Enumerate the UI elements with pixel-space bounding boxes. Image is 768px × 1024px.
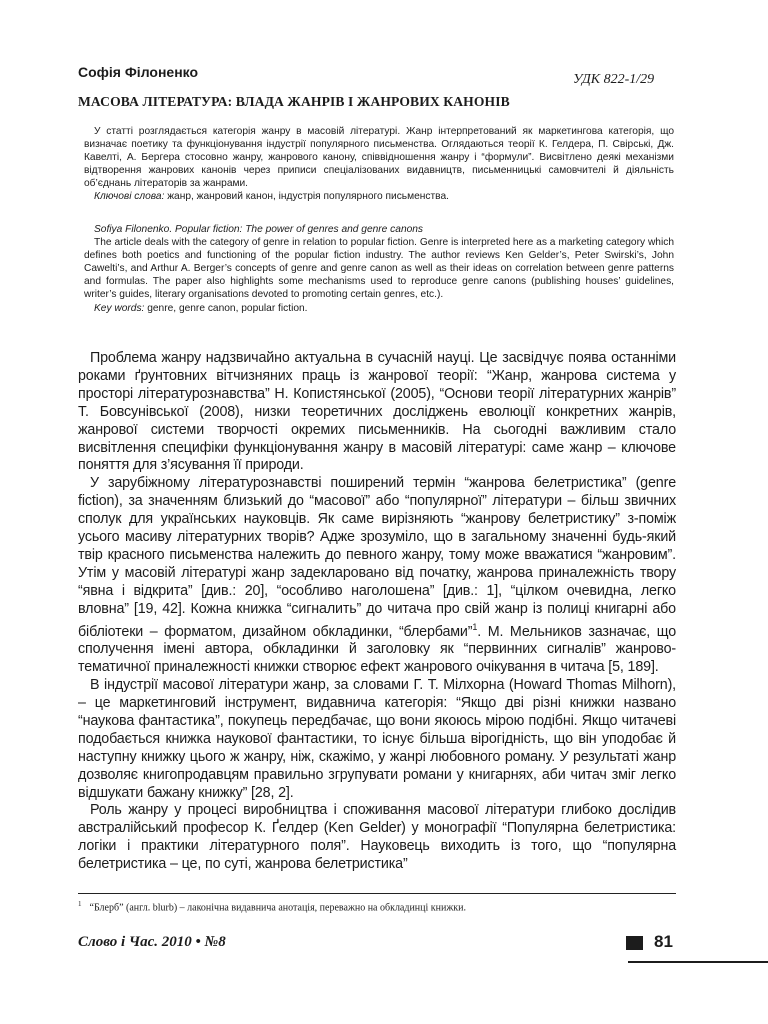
abstract-en-heading — [84, 223, 674, 236]
black-square-marker — [626, 936, 643, 950]
keywords-label-en: Key words: — [94, 302, 145, 314]
body-paragraph-2-text: У зарубіжному літературознавстві поширений термін “жанрова белетристика” (genre fiction), за значенням близький до “масової” або “популярної” літератури – більш звичних сполук для українських науковців. Як саме вирізняють “жанрову белетристику” з-поміж усього масиву літературних творів? Адже зрозуміло, що в загальному значенні будь-який твір красного письменства належить до певного жанру, тому може вважатися “жанровим”. Утім у масовій літературі жанр задекларовано від початку, жанрова приналежність твору “явна і відкрита” [див.: 20], “особливо наголошена” [див.: 1], “цілком очевидна, легко вловна” [19, 42]. Кожна книжка “сигналить” до читача про свій жанр із полиці книгарні або бібліотеки – форматом, дизайном обкладинки, “блербами” — [78, 475, 676, 640]
abstract-en-text: The article deals with the category of genre in relation to popular fiction. Genre is interpreted here as a marketing category which defines both poetics and functioning of the popular fiction industry. The author reviews Ken Gelder’s, Peter Swirski’s, John Cawelti’s, and Arthur A. Berger’s concepts of genre and genre canon as well as their ideas on correlation between genre patterns and formulas. The paper also highlights some mechanisms used to reproduce genre canons (publishing houses’ guidelines, writer’s guides, literary organisations devoted to promoting certain genres, etc.). — [84, 237, 674, 301]
author-name: Софія Філоненко — [78, 64, 199, 80]
footnote-divider — [78, 893, 676, 894]
keywords-label: Ключові слова: — [94, 191, 165, 203]
keywords-value: жанр, жанровий канон, індустрія популярного письменства. — [164, 191, 449, 203]
footnote-reference: 1 — [472, 621, 478, 632]
footnote-mark: 1 — [78, 900, 82, 908]
footer-rule — [628, 961, 768, 963]
body-paragraph-4: Роль жанру у процесі виробництва і споживання масової літератури глибоко дослідив австралійський професор К. Ґелдер (Ken Gelder) у монографії “Популярна белетристика: логіки і практики літературного поля”. Науковець виходить із того, що “популярна белетристика – це, по суті, жанрова белетристика” — [78, 802, 676, 873]
page-number: 81 — [654, 932, 673, 951]
keywords-value-en: genre, genre canon, popular fiction. — [144, 302, 308, 314]
abstract-en-keywords — [84, 302, 674, 315]
footnote-text: “Блерб” (англ. blurb) – лаконічна видавнича анотація, переважно на обкладинці книжки. — [89, 902, 466, 914]
body-paragraph-2-rest: . М. Мельников зазначає, що сполучення імені автора, обкладинки й заголовку як “первинних сигналів” жанрово-тематичної приналежності книжки створює ефект жанрового очікування в читача [5, 189]. — [78, 623, 676, 676]
footnote — [78, 898, 678, 914]
body-text — [78, 350, 676, 874]
abstract-en-heading-text: Sofiya Filonenko. Popular fiction: The power of genres and genre canons — [94, 224, 424, 235]
journal-name: Слово і Час. 2010 • №8 — [78, 934, 226, 950]
body-paragraph-2 — [78, 475, 676, 677]
body-paragraph-3: В індустрії масової літератури жанр, за словами Г. Т. Мілхорна (Howard Thomas Milhorn), – це маркетинговий інструмент, видавнича категорія: “Якщо дві різні книжки названо “наукова фантастика”, покупець передбачає, що вони якоюсь мірою подібні. Якщо читачеві подобається книжка наукової фантастики, то існує більша вірогідність, що він уподобає й наступну книжку цього ж жанру, ніж, скажімо, у жанрі любовного роману. У результаті жанр дозволяє книгопродавцям правильно згрупувати романи у книгарнях, аби читач зміг легко відшукати бажану книжку” [28, 2]. — [78, 677, 676, 801]
abstract-ua-keywords — [84, 190, 674, 203]
udk-code: УДК 822-1/29 — [573, 72, 655, 87]
abstract-english — [84, 223, 674, 315]
article-title: МАСОВА ЛІТЕРАТУРА: ВЛАДА ЖАНРІВ І ЖАНРОВИХ КАНОНІВ — [78, 94, 510, 109]
abstract-ukrainian — [84, 125, 674, 204]
body-paragraph-1: Проблема жанру надзвичайно актуальна в сучасній науці. Це засвідчує поява останніми роками ґрунтовних вітчизняних праць із жанрової теорії: “Жанр, жанрова система у просторі літературознавства” Н. Копистянської (2005), “Основи теорії літературних жанрів” Т. Бовсунівської (2008), низки теоретичних досліджень еволюції конкретних жанрів, жанрової системи творчості окремих письменників. На сьогодні важливим стало висвітлення специфіки функціонування жанру в масовій літературі: саме жанр – ключове поняття для з’ясування її природи. — [78, 350, 676, 474]
abstract-ua-text: У статті розглядається категорія жанру в масовій літературі. Жанр інтерпретований як маркетингова категорія, що визначає поетику та функціонування індустрії популярного письменства. Оглядаються теорії К. Гелдера, П. Свірські, Дж. Кавелті, А. Бергера стосовно жанру, жанрового канону, співвідношення жанру і “формули”. Висвітлено деякі механізми відтворення жанрових канонів через приписи спеціалізованих видавництв, письменницькі самовчителі й діяльність об’єднань літераторів за жанрами. — [84, 126, 674, 190]
